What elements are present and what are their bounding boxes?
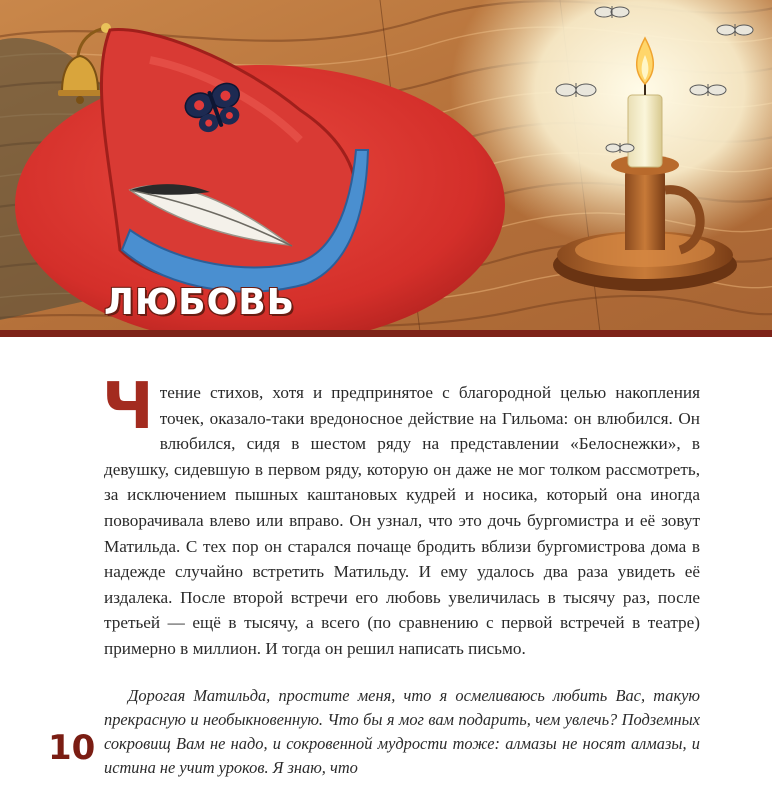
body-text xyxy=(102,370,700,780)
paragraph-1 xyxy=(102,370,700,662)
letter-paragraph: Дорогая Матильда, простите меня, что я осмеливаюсь любить Вас, такую прекрасную и необыкновенную. Что бы я мог вам подарить, чем увлечь? Подземных сокровищ Вам не надо, и сокровенной мудрости тоже: алмазы не носят алмазы, и истина не учит уроков. Я знаю, что xyxy=(104,685,700,778)
header-divider xyxy=(0,330,772,337)
page-number: 10 xyxy=(48,728,96,768)
chapter-illustration xyxy=(0,0,772,332)
chapter-title: ЛЮБОВЬ xyxy=(104,282,296,323)
drop-cap: Ч xyxy=(102,370,154,444)
paragraph-1-text: тение стихов, хотя и предпринятое с благородной целью накопления точек, оказало-таки вредоносное действие на Гильома: он влюбился. Он влюбился, сидя в шестом ряду на представлении «Белоснежки», в девушку, сидевшую в первом ряду, которую он даже не мог толком рассмотреть, за исключением пышных каштановых кудрей и носика, который она иногда поворачивала влево или вправо. Он узнал, что это дочь бургомистра и её зовут Матильда. С тех пор он старался почаще бродить вблизи бургомистрова дома в надежде случайно встретить Матильду. И ему удалось два раза увидеть её издалека. После второй встречи его любовь увеличилась в тысячу раз, после третьей — ещё в тысячу, а всего (по сравнению с первой встречей в театре) примерно в миллион. И тогда он решил написать письмо. xyxy=(104,383,700,658)
